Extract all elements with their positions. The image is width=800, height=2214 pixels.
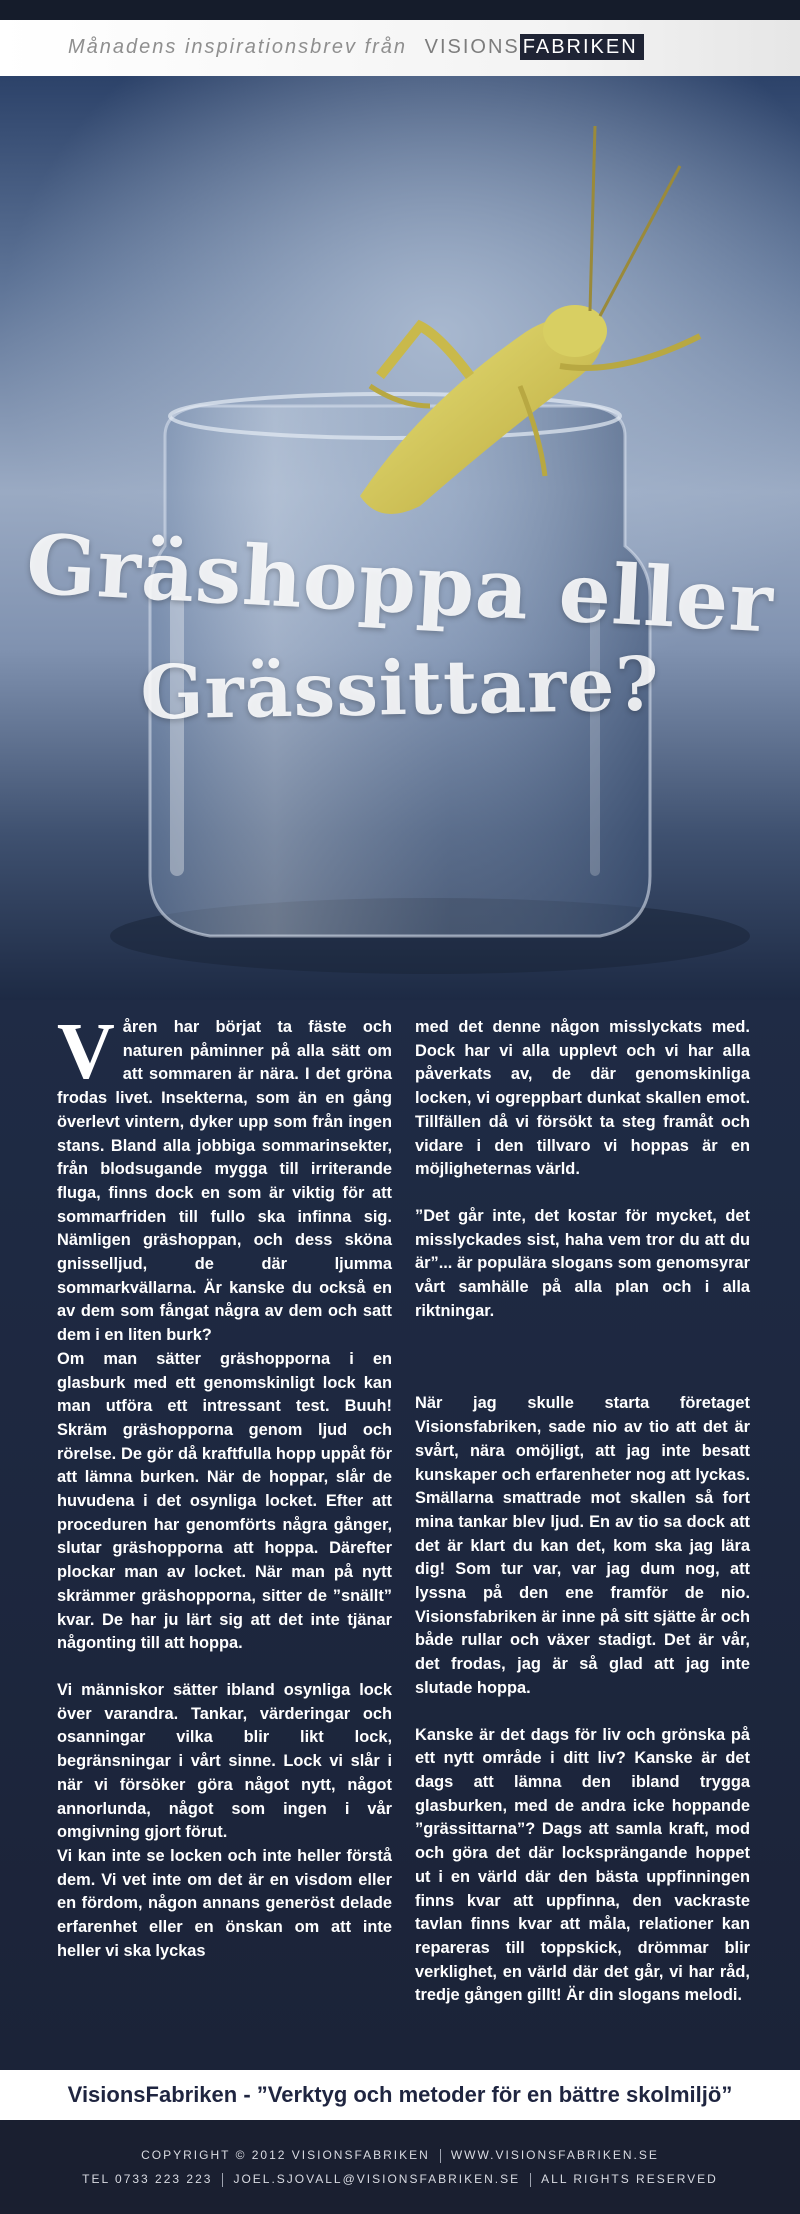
article-paragraph xyxy=(57,1008,392,1348)
article-paragraph: När jag skulle starta företaget Visionsfabriken, sade nio av tio att det är svårt, nära omöjligt, att jag inte besatt kunskaper och erfarenheter nog att lyckas. Smällarna smattrade mot skallen så fort mina tankar blev ljud. En av tio sa dock att det är klart du kan det, kom ska jag lära dig! Som tur var, var jag dum nog, att lyssna på den ene framför de nio. Visionsfabriken är inne på sitt sjätte år och både rullar och växer stadigt. Det är vår, det frodas, jag är så glad att jag inte slutade hoppa. xyxy=(415,1394,750,1697)
article-paragraph: Kanske är det dags för liv och grönska på ett nytt område i ditt liv? Kanske är det dags att lämna den ibland trygga glasburken, med de andra icke hoppande ”grässittarna”? Dags att samla kraft, mod och göra det där locksprängande hoppet ut i en värld där den bästa uppfinningen finns kvar att uppfinna, den vackraste tavlan finns kvar att måla, relationer kan repareras till toppskick, drömmar blir verklighet, en värld där det går, vi har råd, tredje gången gillt! Är din slogans melodi. xyxy=(415,1725,750,2005)
website-link[interactable]: WWW.VISIONSFABRIKEN.SE xyxy=(450,2148,659,2162)
brand-logo-part2: FABRIKEN xyxy=(520,34,644,60)
hero-image xyxy=(0,76,800,1000)
paragraph-text: åren har börjat ta fäste och naturen påminner på alla sätt om att sommaren är nära. I det gröna frodas livet. Insekterna, som än en gång överlevt vintern, dyker upp som från ingen stans. Bland alla jobbiga sommarinsekter, från blodsugande mygga till irriterande fluga, finns dock en som är viktig för att sommarfriden till fullo ska infinna sig. Nämligen gräshoppan, och dess sköna gnisselljud, de där ljumma sommarkvällarna. Är kanske du också en av dem som fångat några av dem och satt dem i en liten burk? xyxy=(57,1018,392,1345)
header-tagline xyxy=(68,36,644,59)
email-link[interactable]: JOEL.SJOVALL@VISIONSFABRIKEN.SE xyxy=(233,2172,521,2186)
hero-title-line2: Grässittare? xyxy=(139,641,661,737)
hero-title-line1: Gräshoppa eller xyxy=(23,516,777,652)
brand-logo xyxy=(425,36,644,59)
newsletter-header xyxy=(0,20,800,76)
article-paragraph: Vi människor sätter ibland osynliga lock över varandra. Tankar, värderingar och osanningar vilka blir likt lock, begränsningar i vårt sinne. Lock vi slår i när vi försöker göra något nytt, något annorlunda, något som ingen i vår omgivning gjort förut. xyxy=(57,1680,392,1842)
bottom-tagline: VisionsFabriken - ”Verktyg och metoder för en bättre skolmiljö” xyxy=(0,2070,800,2120)
footer xyxy=(0,2120,800,2214)
article-paragraph: Vi kan inte se locken och inte heller förstå dem. Vi vet inte om det är en visdom eller en fördom, någon annans generöst delade erfarenhet eller en önskan om att inte heller vi ska lyckas xyxy=(57,1846,392,1960)
dropcap: V xyxy=(57,1008,115,1096)
footer-row-1 xyxy=(0,2148,800,2163)
footer-row-2 xyxy=(0,2172,800,2187)
article-column-left xyxy=(57,1008,392,1963)
copyright-text: COPYRIGHT © 2012 VISIONSFABRIKEN xyxy=(141,2148,430,2162)
phone-text: TEL 0733 223 223 xyxy=(82,2172,213,2186)
article-body xyxy=(0,1000,800,2070)
brand-logo-part1: VISIONS xyxy=(424,36,520,58)
article-paragraph: ”Det går inte, det kostar för mycket, det misslyckades sist, haha vem tror du att du är”... är populära slogans som genomsyrar vårt samhälle på alla plan och i alla riktningar. xyxy=(415,1206,750,1320)
header-tagline-text: Månadens inspirationsbrev från xyxy=(68,36,408,58)
article-paragraph: Om man sätter gräshopporna i en glasburk med ett genomskinligt lock kan man utföra ett intressant test. Buuh! Skräm gräshopporna genom ljud och rörelse. De gör då kraftfulla hopp uppåt för att lämna burken. När de hoppar, slår de huvudena i det osynliga locket. Efter att proceduren har genomförts några gånger, slutar gräshopporna att hoppa. Därefter plockar man av locket. När man på nytt skrämmer gräshopporna, sitter de ”snällt” kvar. De har ju lärt sig att det inte tjänar någonting till att hoppa. xyxy=(57,1349,392,1653)
jar-highlight xyxy=(170,596,184,876)
rights-text: ALL RIGHTS RESERVED xyxy=(541,2172,718,2186)
article-paragraph: med det denne någon misslyckats med. Dock har vi alla upplevt och vi har alla påverkats av, de där genomskinliga locken, vi ogreppbart dunkat skallen emot. Tillfällen då vi försökt ta steg framåt och vidare i den tillvaro vi hoppas är en möjligheternas värld. xyxy=(415,1018,750,1179)
top-strip xyxy=(0,0,800,20)
article-column-right xyxy=(415,1016,750,2008)
